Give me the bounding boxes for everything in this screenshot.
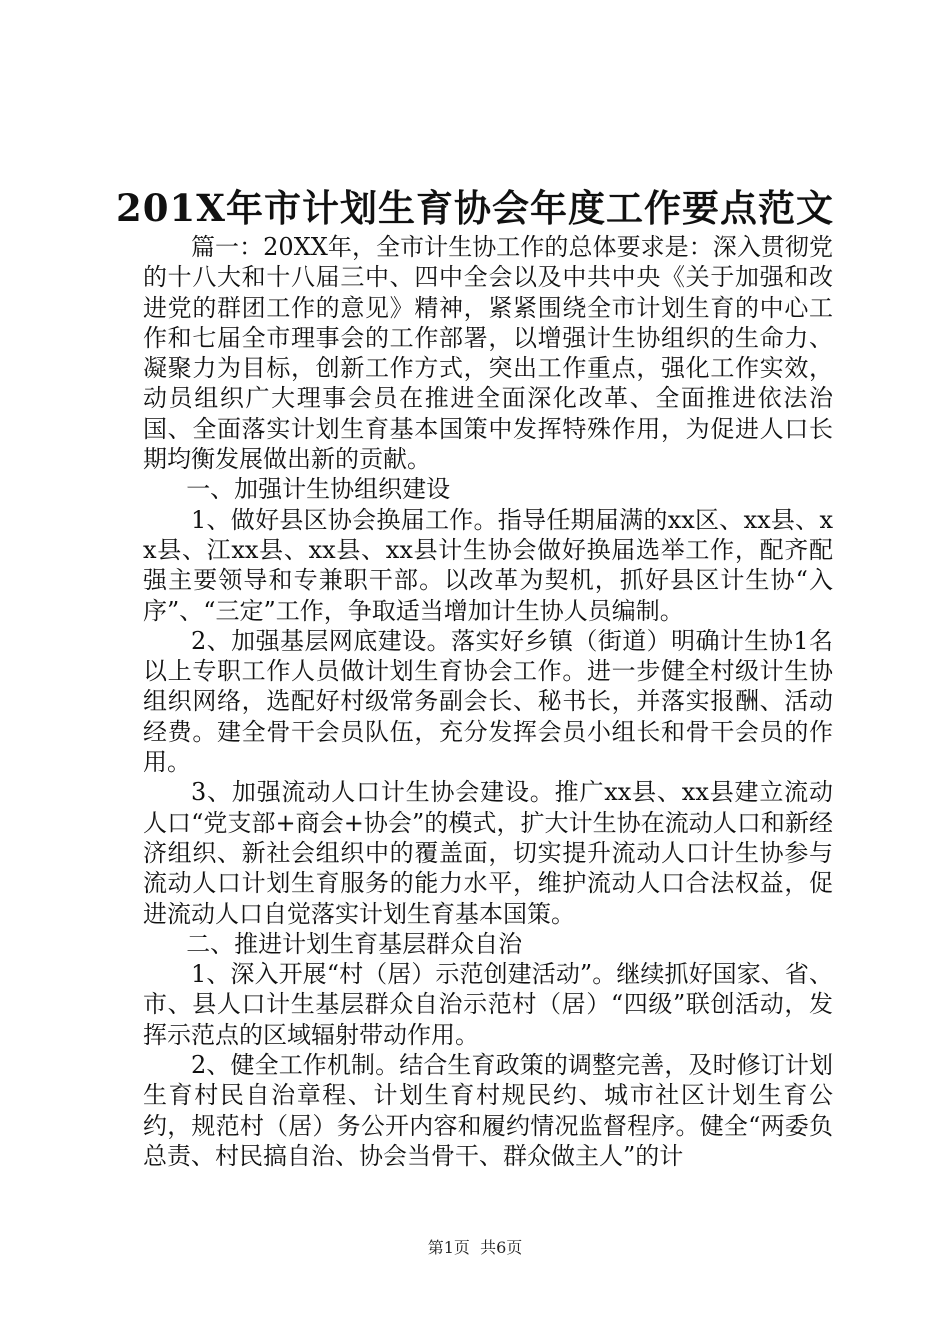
paragraph-2-1: 1、深入开展“村（居）示范创建活动”。继续抓好国家、省、市、县人口计生基层群众自治示范村（居）“四级”联创活动，发挥示范点的区域辐射带动作用。 <box>143 960 833 1049</box>
document-body <box>143 232 833 1171</box>
section-heading-2: 二、推进计划生育基层群众自治 <box>186 929 523 958</box>
paragraph-2-2: 2、健全工作机制。结合生育政策的调整完善，及时修订计划生育村民自治章程、计划生育村规民约、城市社区计划生育公约，规范村（居）务公开内容和履约情况监督程序。健全“两委负总责、村民搞自治、协会当骨干、群众做主人”的计 <box>143 1051 833 1170</box>
paragraph-1-3: 3、加强流动人口计生协会建设。推广xx县、xx县建立流动人口“党支部+商会+协会”的模式，扩大计生协在流动人口和新经济组织、新社会组织中的覆盖面，切实提升流动人口计生协参与流动人口计划生育服务的能力水平，维护流动人口合法权益，促进流动人口自觉落实计划生育基本国策。 <box>143 778 833 928</box>
paragraph-1-2: 2、加强基层网底建设。落实好乡镇（街道）明确计生协1名以上专职工作人员做计划生育协会工作。进一步健全村级计生协组织网络，选配好村级常务副会长、秘书长，并落实报酬、活动经费。建全骨干会员队伍，充分发挥会员小组长和骨干会员的作用。 <box>143 626 833 777</box>
section-heading-1: 一、加强计生协组织建设 <box>186 475 451 504</box>
document-title: 201X年市计划生育协会年度工作要点范文 <box>116 186 834 230</box>
paragraph-1-1: 1、做好县区协会换届工作。指导任期届满的xx区、xx县、xx县、江xx县、xx县、xx县计生协会做好换届选举工作，配齐配强主要领导和专兼职干部。以改革为契机，抓好县区计生协“入序”、“三定”工作，争取适当增加计生协人员编制。 <box>143 505 833 625</box>
paragraph-intro: 篇一：20XX年，全市计生协工作的总体要求是：深入贯彻党的十八大和十八届三中、四中全会以及中共中央《关于加强和改进党的群团工作的意见》精神，紧紧围绕全市计划生育的中心工作和七届全市理事会的工作部署，以增强计生协组织的生命力、凝聚力为目标，创新工作方式，突出工作重点，强化工作实效，动员组织广大理事会员在推进全面深化改革、全面推进依法治国、全面落实计划生育基本国策中发挥特殊作用，为促进人口长期均衡发展做出新的贡献。 <box>143 233 833 474</box>
page-number: 第1页 <box>427 1238 470 1257</box>
page-total: 共6页 <box>480 1238 523 1257</box>
footer-spacer <box>470 1238 480 1257</box>
page-footer <box>0 1237 950 1259</box>
